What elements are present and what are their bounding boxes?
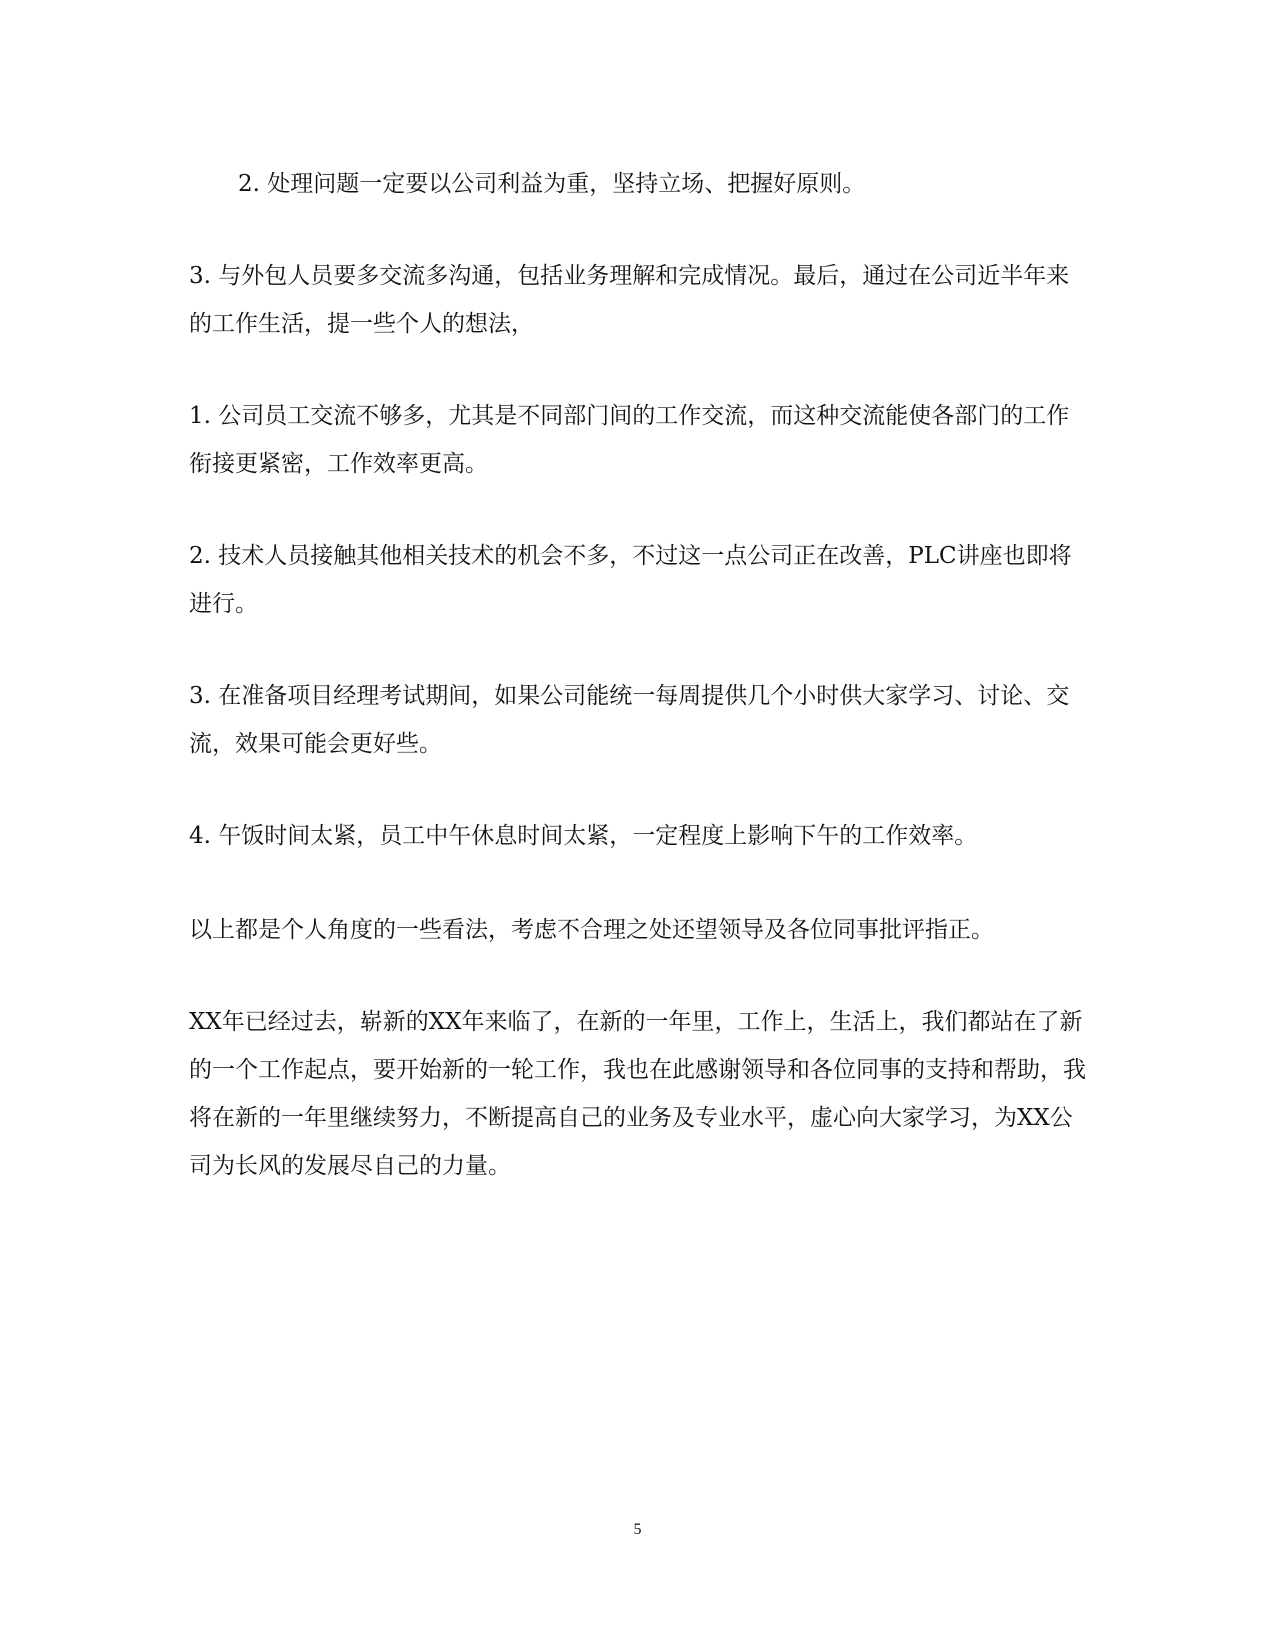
paragraph-5: 3. 在准备项目经理考试期间，如果公司能统一每周提供几个小时供大家学习、讨论、交流，效果可能会更好些。 [189,683,1070,757]
page-number: 5 [633,1521,642,1538]
paragraph-8: XX年已经过去，崭新的XX年来临了，在新的一年里，工作上，生活上，我们都站在了新的一个工作起点，要开始新的一轮工作，我也在此感谢领导和各位同事的支持和帮助，我将在新的一年里继续努力，不断提高自己的业务及专业水平，虚心向大家学习，为XX公司为长风的发展尽自己的力量。 [189,1009,1086,1179]
paragraph-6: 4. 午饭时间太紧，员工中午休息时间太紧，一定程度上影响下午的工作效率。 [189,823,978,849]
paragraph-2: 3. 与外包人员要多交流多沟通，包括业务理解和完成情况。最后，通过在公司近半年来的工作生活，提一些个人的想法， [189,263,1070,337]
paragraph-4: 2. 技术人员接触其他相关技术的机会不多，不过这一点公司正在改善，PLC讲座也即将进行。 [189,543,1072,617]
paragraph-3: 1. 公司员工交流不够多，尤其是不同部门间的工作交流，而这种交流能使各部门的工作衔接更紧密，工作效率更高。 [189,403,1070,477]
paragraph-1: 2. 处理问题一定要以公司利益为重，坚持立场、把握好原则。 [238,171,866,197]
paragraph-7: 以上都是个人角度的一些看法，考虑不合理之处还望领导及各位同事批评指正。 [189,917,994,943]
